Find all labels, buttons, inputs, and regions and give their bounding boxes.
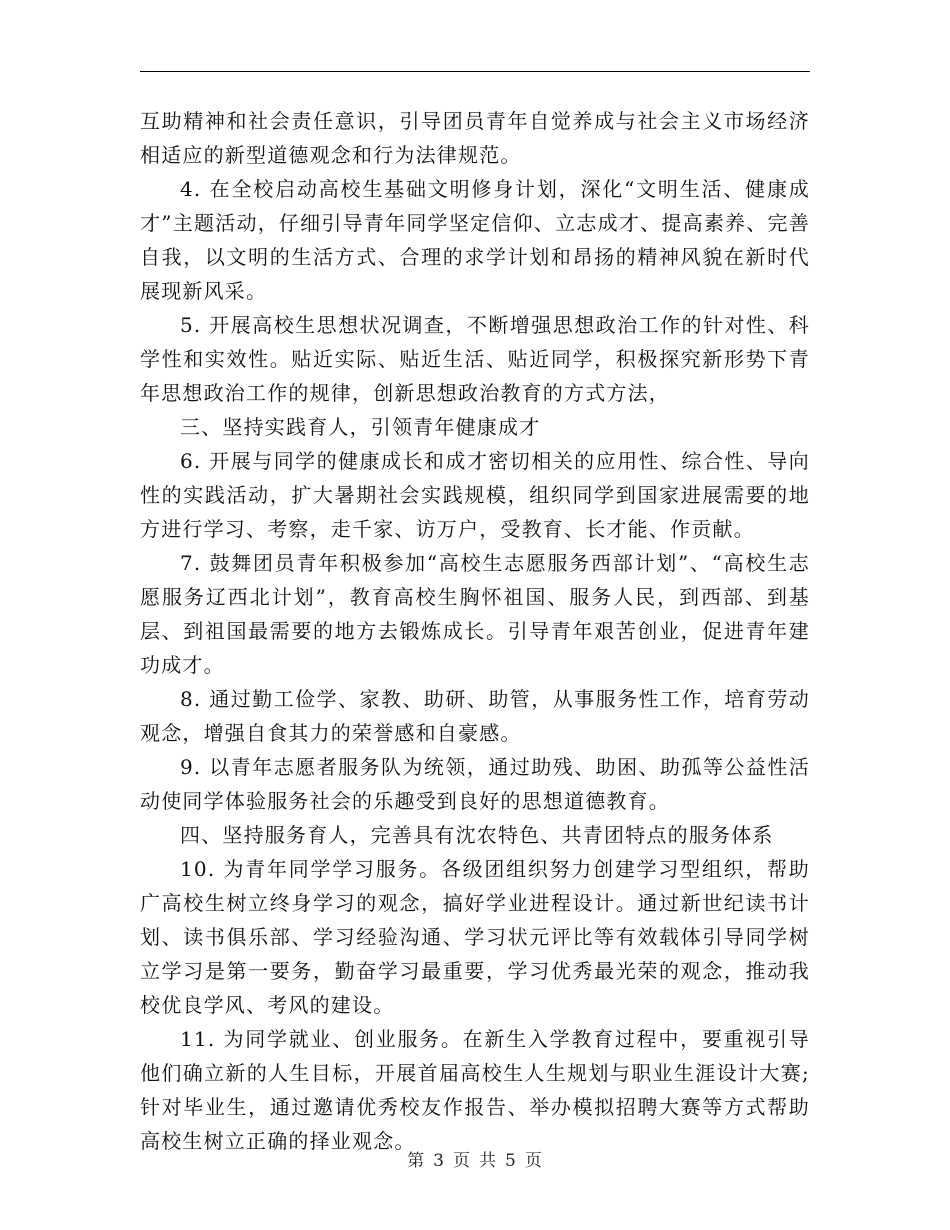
- paragraph-item-8: 8. 通过勤工俭学、家教、助研、助管，从事服务性工作，培育劳动观念，增强自食其力的荣誉感和自豪感。: [140, 687, 810, 745]
- paragraph-item-10: 10. 为青年同学学习服务。各级团组织努力创建学习型组织，帮助广高校生树立终身学习的观念，搞好学业进程设计。通过新世纪读书计划、读书俱乐部、学习经验沟通、学习状元评比等有效载体引导同学树立学习是第一要务，勤奋学习最重要，学习优秀最光荣的观念，推动我校优良学风、考风的建设。: [140, 857, 810, 1017]
- footer-total-prefix: 共: [479, 1151, 497, 1171]
- document-body: [140, 104, 810, 1158]
- paragraph-item-5: 5. 开展高校生思想状况调查，不断增强思想政治工作的针对性、科学性和实效性。贴近实际、贴近生活、贴近同学，积极探究新形势下青年思想政治工作的规律，创新思想政治教育的方式方法，: [140, 313, 810, 405]
- paragraph-item-4: 4. 在全校启动高校生基础文明修身计划，深化“文明生活、健康成才”主题活动，仔细引导青年同学坚定信仰、立志成才、提高素养、完善自我，以文明的生活方式、合理的求学计划和昂扬的精神风貌在新时代展现新风采。: [140, 177, 810, 303]
- paragraph-item-9: 9. 以青年志愿者服务队为统领，通过助残、助困、助孤等公益性活动使同学体验服务社会的乐趣受到良好的思想道德教育。: [140, 755, 810, 813]
- section-heading-3: 三、坚持实践育人，引领青年健康成才: [180, 415, 541, 439]
- footer-page-word: 页: [453, 1151, 471, 1171]
- page-footer: [0, 1146, 950, 1171]
- paragraph-item-6: 6. 开展与同学的健康成长和成才密切相关的应用性、综合性、导向性的实践活动，扩大暑期社会实践规模，组织同学到国家进展需要的地方进行学习、考察，走千家、访万户，受教育、长才能、作贡献。: [140, 449, 810, 541]
- header-rule: [140, 71, 810, 72]
- footer-suffix: 页: [524, 1151, 543, 1171]
- paragraph-item-11: 11. 为同学就业、创业服务。在新生入学教育过程中，要重视引导他们确立新的人生目标，开展首届高校生人生规划与职业生涯设计大赛;针对毕业生，通过邀请优秀校友作报告、举办模拟招聘大赛等方式帮助高校生树立正确的择业观念。: [140, 1027, 810, 1153]
- paragraph-continuation: 互助精神和社会责任意识，引导团员青年自觉养成与社会主义市场经济相适应的新型道德观念和行为法律规范。: [140, 109, 810, 167]
- footer-prefix: 第: [407, 1151, 426, 1171]
- section-heading-4: 四、坚持服务育人，完善具有沈农特色、共青团特点的服务体系: [180, 823, 774, 847]
- footer-current-page: 3: [433, 1151, 445, 1171]
- footer-total-pages: 5: [505, 1151, 517, 1171]
- paragraph-item-7: 7. 鼓舞团员青年积极参加“高校生志愿服务西部计划”、“高校生志愿服务辽西北计划”，教育高校生胸怀祖国、服务人民，到西部、到基层、到祖国最需要的地方去锻炼成长。引导青年艰苦创业，促进青年建功成才。: [140, 551, 810, 677]
